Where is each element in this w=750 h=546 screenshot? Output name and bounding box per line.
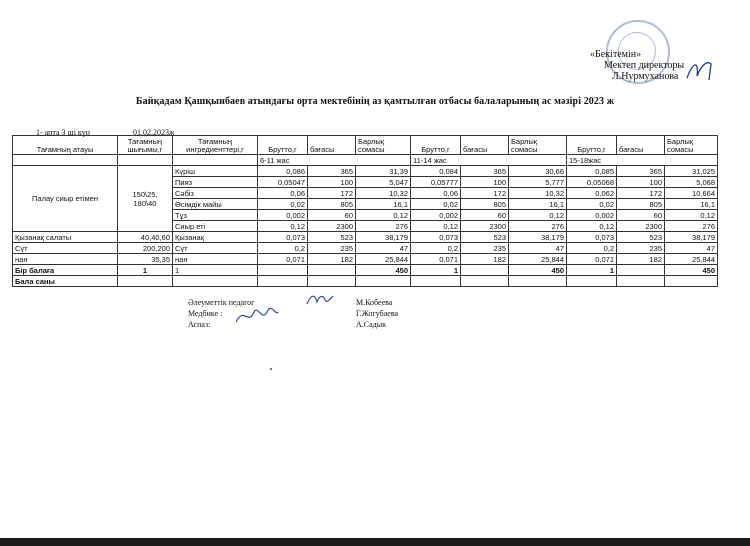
dish-name: Сүт bbox=[13, 243, 118, 254]
cell-g3-total: 38,179 bbox=[665, 232, 718, 243]
cell-g2-total: 276 bbox=[509, 221, 567, 232]
per-child-label: Бір балаға bbox=[13, 265, 118, 276]
cell-g2-gross: 0,084 bbox=[411, 166, 461, 177]
age-group-row bbox=[13, 155, 718, 166]
cell-g2-total: 25,844 bbox=[509, 254, 567, 265]
cell-g1-gross: 0,06 bbox=[258, 188, 308, 199]
cell-g1-gross: 0,2 bbox=[258, 243, 308, 254]
dish-yield: 150\25, 180\40 bbox=[118, 166, 173, 232]
cell-g1-gross: 0,12 bbox=[258, 221, 308, 232]
header-total-3: Барлық сомасы bbox=[665, 136, 718, 155]
cell-g2-gross: 0,12 bbox=[411, 221, 461, 232]
cell-g3-price: 100 bbox=[617, 177, 665, 188]
cell-g2-total: 30,66 bbox=[509, 166, 567, 177]
cell-g3-gross: 0,062 bbox=[567, 188, 617, 199]
table-header-row bbox=[13, 136, 718, 155]
cell-g3-total: 16,1 bbox=[665, 199, 718, 210]
cell-g3-price: 182 bbox=[617, 254, 665, 265]
week-date: 01.02.2023ж bbox=[133, 128, 175, 137]
ingredient: Пияз bbox=[173, 177, 258, 188]
cell-g2-gross: 0,02 bbox=[411, 199, 461, 210]
pedagogue-signature bbox=[305, 292, 335, 308]
cell-g3-gross: 0,073 bbox=[567, 232, 617, 243]
cell-g2-total: 38,179 bbox=[509, 232, 567, 243]
cell-g1-total: 31,39 bbox=[356, 166, 411, 177]
header-price-2: бағасы bbox=[461, 136, 509, 155]
header-name: Тағамның атауы bbox=[13, 136, 118, 155]
cell-g1-total: 16,1 bbox=[356, 199, 411, 210]
cell-g3-total: 31,025 bbox=[665, 166, 718, 177]
stray-dot bbox=[270, 368, 272, 370]
cell-g1-gross: 0,086 bbox=[258, 166, 308, 177]
week-label: 1- апта 3 ші күн bbox=[36, 128, 91, 137]
cell-g3-total: 5,068 bbox=[665, 177, 718, 188]
age-group-3: 15-18жас bbox=[567, 155, 718, 166]
cell-g2-price: 100 bbox=[461, 177, 509, 188]
table-row bbox=[13, 166, 718, 177]
cell-g3-total: 10,664 bbox=[665, 188, 718, 199]
ingredient: Сиыр еті bbox=[173, 221, 258, 232]
ingredient: нан bbox=[173, 254, 258, 265]
cell-g1-price: 235 bbox=[308, 243, 356, 254]
approval-line2: Мектеп директоры bbox=[604, 60, 685, 71]
dish-yield: 35,35 bbox=[118, 254, 173, 265]
cell-g1-total: 10,32 bbox=[356, 188, 411, 199]
per-child-t2: 450 bbox=[509, 265, 567, 276]
cell-g2-price: 365 bbox=[461, 166, 509, 177]
cell-g2-gross: 0,06 bbox=[411, 188, 461, 199]
cell-g2-price: 235 bbox=[461, 243, 509, 254]
cell-g1-price: 60 bbox=[308, 210, 356, 221]
header-gross-2: Брутто,г bbox=[411, 136, 461, 155]
footer-name-0: М.Кобеева bbox=[356, 298, 393, 307]
cell-g3-price: 2300 bbox=[617, 221, 665, 232]
cell-g1-price: 100 bbox=[308, 177, 356, 188]
cell-g1-total: 5,047 bbox=[356, 177, 411, 188]
per-child-c4: 1 bbox=[567, 265, 617, 276]
cell-g3-gross: 0,071 bbox=[567, 254, 617, 265]
cell-g2-total: 10,32 bbox=[509, 188, 567, 199]
cell-g3-price: 523 bbox=[617, 232, 665, 243]
cell-g3-price: 172 bbox=[617, 188, 665, 199]
cell-g1-gross: 0,02 bbox=[258, 199, 308, 210]
cell-g2-gross: 0,2 bbox=[411, 243, 461, 254]
director-signature bbox=[685, 58, 717, 82]
cell-g1-price: 2300 bbox=[308, 221, 356, 232]
header-gross-1: Брутто,г bbox=[258, 136, 308, 155]
cell-g1-total: 276 bbox=[356, 221, 411, 232]
cell-g3-total: 276 bbox=[665, 221, 718, 232]
age-group-2: 11-14 жас bbox=[411, 155, 567, 166]
cell-g2-price: 182 bbox=[461, 254, 509, 265]
cell-g1-price: 805 bbox=[308, 199, 356, 210]
header-gross-3: Брутто,г bbox=[567, 136, 617, 155]
cell-g3-gross: 0,12 bbox=[567, 221, 617, 232]
per-child-c1: 1 bbox=[118, 265, 173, 276]
ingredient: Тұз bbox=[173, 210, 258, 221]
cell-g2-price: 523 bbox=[461, 232, 509, 243]
per-child-c2: 1 bbox=[173, 265, 258, 276]
per-child-t3: 450 bbox=[665, 265, 718, 276]
cell-g2-total: 47 bbox=[509, 243, 567, 254]
count-label: Бала саны bbox=[13, 276, 118, 287]
cell-g1-total: 25,844 bbox=[356, 254, 411, 265]
dish-name: нан bbox=[13, 254, 118, 265]
ingredient: Сүт bbox=[173, 243, 258, 254]
header-yield: Тағамның шығымы,г bbox=[118, 136, 173, 155]
cell-g1-gross: 0,05047 bbox=[258, 177, 308, 188]
cell-g2-total: 5,777 bbox=[509, 177, 567, 188]
scan-edge bbox=[0, 538, 750, 546]
cell-g1-gross: 0,002 bbox=[258, 210, 308, 221]
table-row bbox=[13, 254, 718, 265]
cell-g3-gross: 0,02 bbox=[567, 199, 617, 210]
header-total-2: Барлық сомасы bbox=[509, 136, 567, 155]
footer-names bbox=[356, 297, 398, 330]
cell-g1-gross: 0,073 bbox=[258, 232, 308, 243]
per-child-row bbox=[13, 265, 718, 276]
cell-g1-price: 365 bbox=[308, 166, 356, 177]
ingredient: Өсімдік майы bbox=[173, 199, 258, 210]
menu-table bbox=[12, 135, 718, 287]
cell-g1-gross: 0,071 bbox=[258, 254, 308, 265]
footer-role-1: Медбике : bbox=[188, 309, 223, 318]
cell-g1-total: 0,12 bbox=[356, 210, 411, 221]
cell-g3-price: 235 bbox=[617, 243, 665, 254]
cell-g3-total: 0,12 bbox=[665, 210, 718, 221]
per-child-t1: 450 bbox=[356, 265, 411, 276]
footer-role-2: Аспаз: bbox=[188, 320, 211, 329]
cell-g2-price: 2300 bbox=[461, 221, 509, 232]
approval-line1: «Бекітемін» bbox=[590, 49, 642, 60]
header-total-1: Барлық сомасы bbox=[356, 136, 411, 155]
cell-g1-total: 47 bbox=[356, 243, 411, 254]
cell-g1-total: 38,179 bbox=[356, 232, 411, 243]
dish-yield: 200,200 bbox=[118, 243, 173, 254]
cell-g3-total: 25,844 bbox=[665, 254, 718, 265]
approval-block bbox=[590, 49, 684, 82]
cell-g2-gross: 0,002 bbox=[411, 210, 461, 221]
footer-name-1: Г.Жогубаева bbox=[356, 309, 399, 318]
cell-g3-gross: 0,002 bbox=[567, 210, 617, 221]
table-row bbox=[13, 243, 718, 254]
nurse-signature bbox=[234, 302, 280, 330]
cell-g3-total: 47 bbox=[665, 243, 718, 254]
cell-g1-price: 172 bbox=[308, 188, 356, 199]
cell-g1-price: 182 bbox=[308, 254, 356, 265]
cell-g2-gross: 0,071 bbox=[411, 254, 461, 265]
age-group-1: 6-11 жас bbox=[258, 155, 411, 166]
header-price-3: бағасы bbox=[617, 136, 665, 155]
cell-g2-price: 805 bbox=[461, 199, 509, 210]
cell-g2-price: 60 bbox=[461, 210, 509, 221]
header-price-1: бағасы bbox=[308, 136, 356, 155]
header-ingredients: Тағамның ингредиенттері,г bbox=[173, 136, 258, 155]
per-child-c3: 1 bbox=[411, 265, 461, 276]
count-row bbox=[13, 276, 718, 287]
footer-role-0: Әлеуметтік педагог bbox=[188, 298, 255, 307]
cell-g3-price: 805 bbox=[617, 199, 665, 210]
ingredient: Қызанақ bbox=[173, 232, 258, 243]
dish-yield: 40,40,60 bbox=[118, 232, 173, 243]
footer-name-2: А.Садык bbox=[356, 320, 386, 329]
dish-name: Палау сиыр етімен bbox=[13, 166, 118, 232]
page-title: Байқадам Қашқынбаев атындағы орта мектебінің аз қамтылған отбасы балаларының ас мәзірі 2023 ж bbox=[135, 96, 615, 107]
cell-g2-gross: 0,05777 bbox=[411, 177, 461, 188]
cell-g2-total: 0,12 bbox=[509, 210, 567, 221]
cell-g2-gross: 0,073 bbox=[411, 232, 461, 243]
approval-line3: Л.Нурмуханова bbox=[612, 71, 679, 82]
cell-g3-price: 60 bbox=[617, 210, 665, 221]
table-row bbox=[13, 232, 718, 243]
ingredient: Сәбіз bbox=[173, 188, 258, 199]
cell-g3-gross: 0,05068 bbox=[567, 177, 617, 188]
cell-g2-price: 172 bbox=[461, 188, 509, 199]
cell-g2-total: 16,1 bbox=[509, 199, 567, 210]
cell-g3-price: 365 bbox=[617, 166, 665, 177]
dish-name: Қызанақ салаты bbox=[13, 232, 118, 243]
ingredient: Күріш bbox=[173, 166, 258, 177]
cell-g3-gross: 0,2 bbox=[567, 243, 617, 254]
cell-g1-price: 523 bbox=[308, 232, 356, 243]
cell-g3-gross: 0,085 bbox=[567, 166, 617, 177]
